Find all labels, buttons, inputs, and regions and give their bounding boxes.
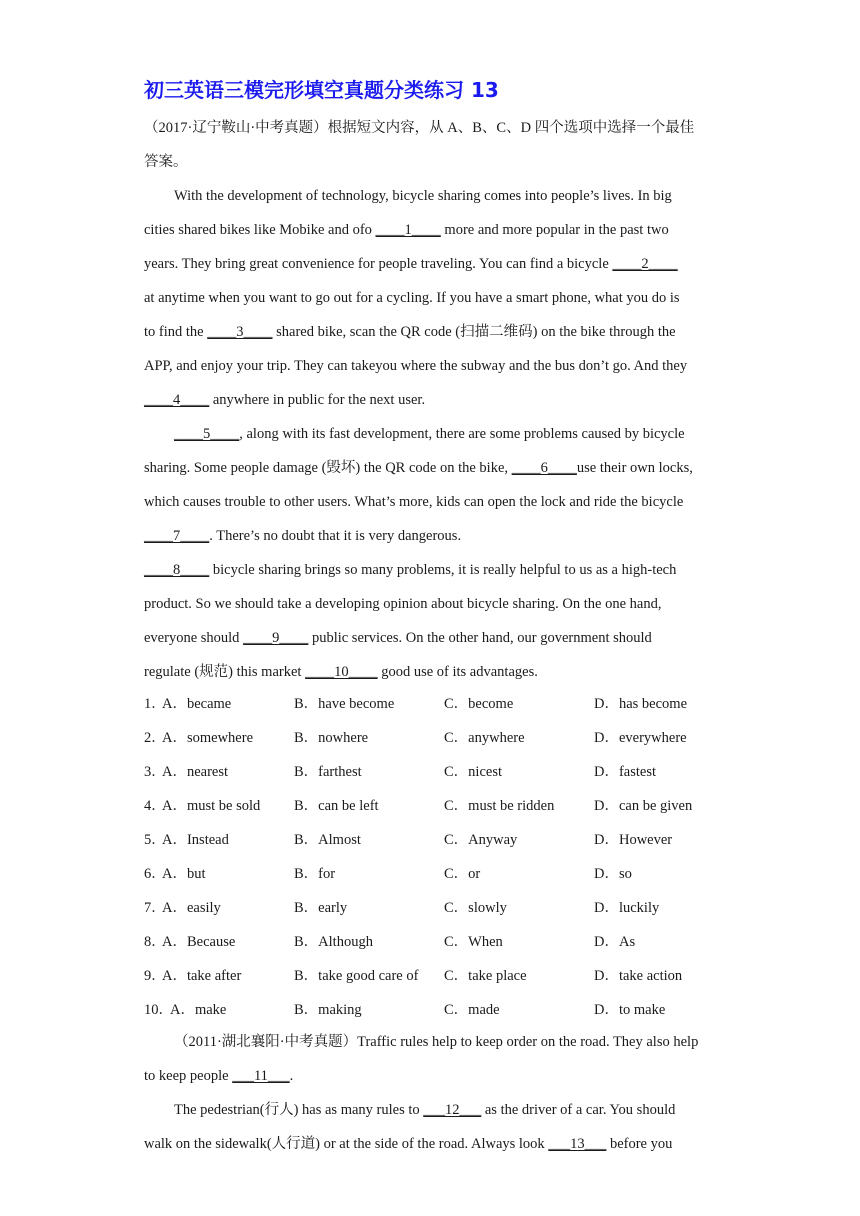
passage-1-line (144, 390, 425, 410)
passage-1-line (144, 594, 661, 614)
option-b: B．farthest (294, 764, 362, 780)
passage-text: use their own locks, (576, 460, 693, 476)
option-a: A．must be sold (162, 798, 261, 814)
passage-text: The pedestrian(行人) has as many rules to (174, 1102, 424, 1118)
page-title: 初三英语三模完形填空真题分类练习 13 (144, 78, 499, 102)
intro-line: 答案。 (144, 154, 188, 170)
option-a: A．but (162, 866, 206, 882)
passage-text: With the development of technology, bicycle sharing comes into people’s lives. In big (174, 188, 672, 204)
option-c: C．nicest (444, 764, 502, 780)
passage-text: to keep people (144, 1068, 233, 1084)
question-number: 8． (144, 934, 166, 950)
cloze-blank: ____9____ (243, 630, 309, 646)
cloze-blank: ___13___ (548, 1136, 607, 1152)
option-c: C．must be ridden (444, 798, 555, 814)
option-b: B．take good care of (294, 968, 419, 984)
cloze-blank: ____1____ (375, 222, 441, 238)
option-a: A．easily (162, 900, 221, 916)
option-b: B．can be left (294, 798, 379, 814)
option-d: D．can be given (594, 798, 693, 814)
passage-1-line (144, 458, 693, 478)
option-a: A．Because (162, 934, 236, 950)
option-b: B．for (294, 866, 336, 882)
passage-text: （2011·湖北襄阳·中考真题）Traffic rules help to keep order on the road. They also help (174, 1034, 699, 1050)
question-number: 3． (144, 764, 166, 780)
option-a: A．became (162, 696, 232, 712)
option-b: B．Although (294, 934, 373, 950)
option-a: A．somewhere (162, 730, 254, 746)
option-b: B．making (294, 1002, 362, 1018)
passage-1-line (144, 628, 652, 648)
question-number: 1． (144, 696, 166, 712)
passage-text: more and more popular in the past two (440, 222, 669, 238)
passage-text: as the driver of a car. You should (481, 1102, 676, 1118)
passage-text: shared bike, scan the QR code (扫描二维码) on the bike through the (272, 324, 676, 340)
passage-text: , along with its fast development, there are some problems caused by bicycle (239, 426, 685, 442)
cloze-blank: ____4____ (144, 392, 210, 408)
passage-2-line (174, 1100, 675, 1120)
cloze-blank: ____7____ (144, 528, 210, 544)
cloze-blank: ____8____ (144, 562, 210, 578)
passage-text: walk on the sidewalk(人行道) or at the side of the road. Always look (144, 1136, 549, 1152)
question-number: 2． (144, 730, 166, 746)
cloze-blank: ____5____ (174, 426, 240, 442)
question-number: 7． (144, 900, 166, 916)
intro-line: （2017·辽宁鞍山·中考真题）根据短文内容，从 A、B、C、D 四个选项中选择一个最佳 (144, 120, 695, 136)
passage-text: at anytime when you want to go out for a cycling. If you have a smart phone, what you do is (144, 290, 680, 306)
option-d: D．to make (594, 1002, 666, 1018)
option-c: C．slowly (444, 900, 507, 916)
option-a: A．take after (162, 968, 242, 984)
option-d: D．so (594, 866, 632, 882)
option-c: C．anywhere (444, 730, 525, 746)
passage-2-line (144, 1066, 293, 1086)
option-c: C．When (444, 934, 503, 950)
question-number: 10． (144, 1002, 173, 1018)
option-d: D．luckily (594, 900, 660, 916)
question-number: 9． (144, 968, 166, 984)
passage-text: bicycle sharing brings so many problems, it is really helpful to us as a high-tech (209, 562, 677, 578)
passage-1-line (144, 492, 683, 512)
question-number: 5． (144, 832, 166, 848)
passage-1-line (144, 662, 538, 682)
cloze-blank: ___12___ (423, 1102, 482, 1118)
passage-1-line (144, 526, 461, 546)
option-c: C．Anyway (444, 832, 518, 848)
option-b: B．Almost (294, 832, 361, 848)
passage-text: APP, and enjoy your trip. They can takeyou where the subway and the bus don’t go. And they (144, 358, 688, 374)
passage-text: regulate (规范) this market (144, 664, 306, 680)
question-number: 6． (144, 866, 166, 882)
passage-text: to find the (144, 324, 208, 340)
passage-1-line (144, 254, 678, 274)
cloze-blank: ____3____ (207, 324, 273, 340)
passage-1-line (144, 560, 676, 580)
passage-1-line (174, 424, 685, 444)
option-d: D．take action (594, 968, 683, 984)
passage-text: good use of its advantages. (377, 664, 538, 680)
passage-text: years. They bring great convenience for people traveling. You can find a bicycle (144, 256, 613, 272)
option-b: B．early (294, 900, 348, 916)
cloze-blank: ___11___ (232, 1068, 290, 1084)
passage-1-line (144, 220, 669, 240)
passage-1-line (174, 186, 672, 206)
passage-1-line (144, 322, 676, 342)
passage-1-line (144, 288, 680, 308)
option-c: C．made (444, 1002, 500, 1018)
option-c: C．become (444, 696, 514, 712)
question-number: 4． (144, 798, 166, 814)
passage-text: everyone should (144, 630, 244, 646)
option-b: B．nowhere (294, 730, 369, 746)
option-d: D．However (594, 832, 673, 848)
option-a: A．nearest (162, 764, 229, 780)
passage-text: sharing. Some people damage (毁坏) the QR code on the bike, (144, 460, 512, 476)
option-c: C．or (444, 866, 481, 882)
option-d: D．has become (594, 696, 688, 712)
cloze-blank: ____2____ (612, 256, 678, 272)
passage-text: public services. On the other hand, our government should (308, 630, 652, 646)
passage-1-line (144, 356, 687, 376)
passage-text: . There’s no doubt that it is very dangerous. (209, 528, 462, 544)
option-d: D．everywhere (594, 730, 687, 746)
option-c: C．take place (444, 968, 527, 984)
passage-text: . (289, 1068, 294, 1084)
option-d: D．fastest (594, 764, 657, 780)
passage-2-line (144, 1134, 672, 1154)
option-a: A．make (170, 1002, 227, 1018)
option-b: B．have become (294, 696, 395, 712)
option-d: D．As (594, 934, 636, 950)
option-a: A．Instead (162, 832, 229, 848)
passage-text: cities shared bikes like Mobike and ofo (144, 222, 376, 238)
cloze-blank: ____10____ (305, 664, 378, 680)
passage-2-line (174, 1032, 698, 1052)
cloze-blank: ____6____ (511, 460, 577, 476)
passage-text: product. So we should take a developing opinion about bicycle sharing. On the one hand, (144, 596, 662, 612)
passage-text: anywhere in public for the next user. (209, 392, 426, 408)
passage-text: before you (606, 1136, 673, 1152)
passage-text: which causes trouble to other users. What’s more, kids can open the lock and ride the bicycle (144, 494, 684, 510)
